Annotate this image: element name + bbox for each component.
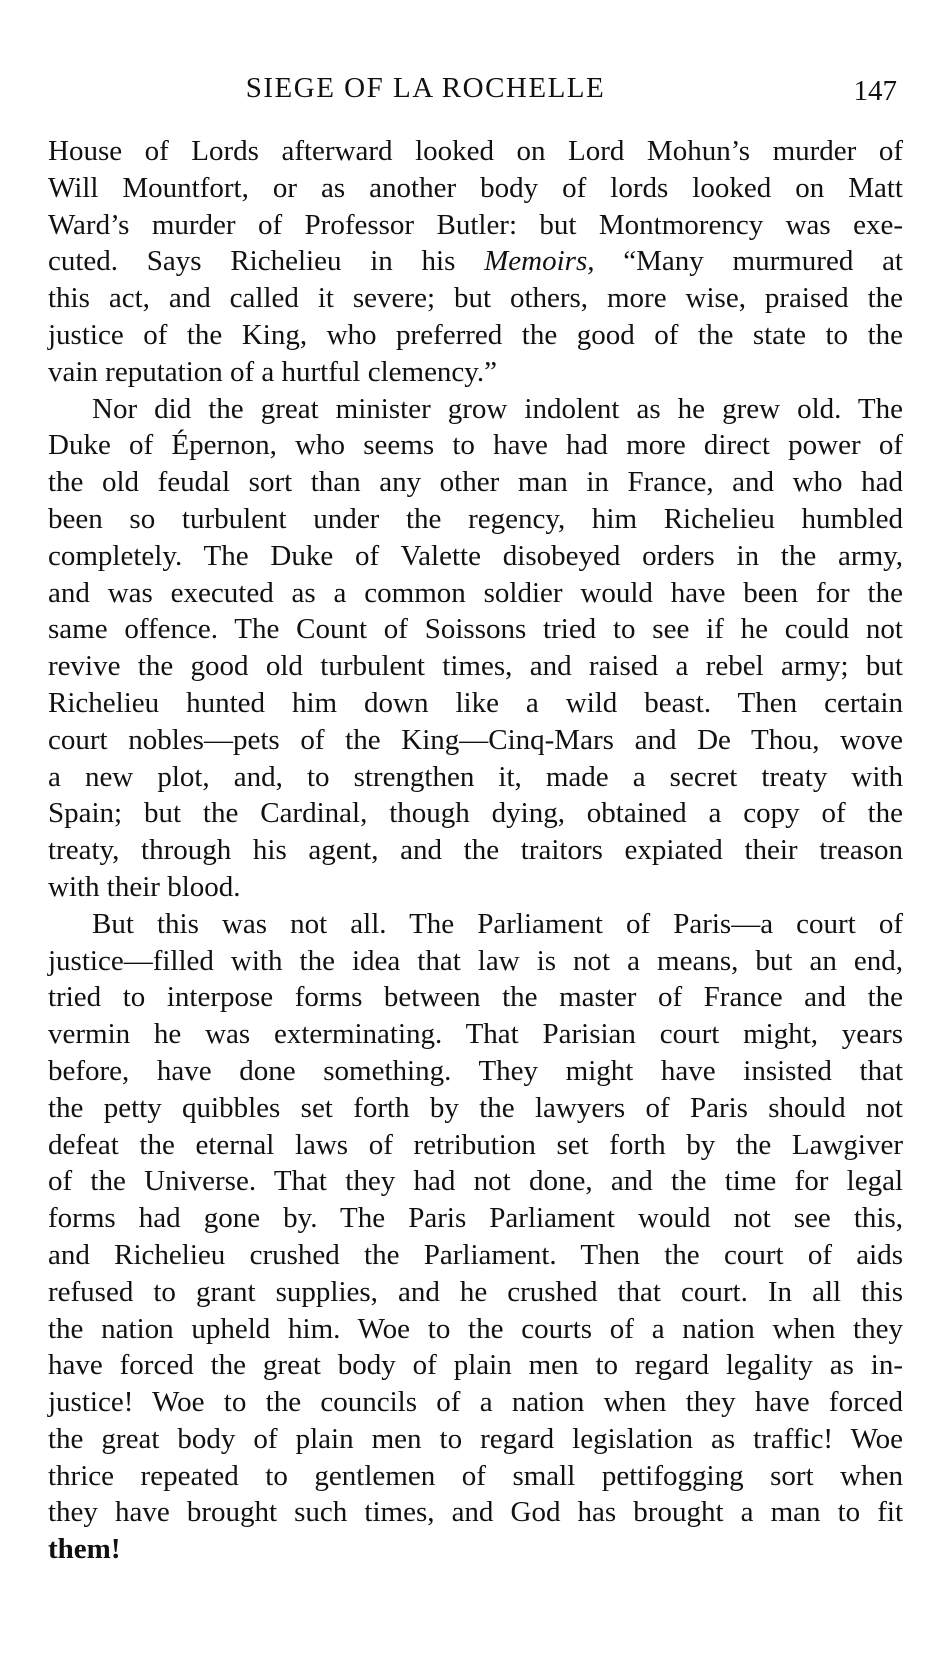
text-line: Duke of Épernon, who seems to have had more direct power of [48, 429, 903, 462]
text-line: they have brought such times, and God has brought a man to fit [48, 1496, 903, 1529]
text-segment: “Many murmured at [594, 245, 903, 278]
text-line: vermin he was exterminating. That Parisian court might, years [48, 1018, 903, 1051]
text-line: this act, and called it severe; but others, more wise, praised the [48, 282, 903, 315]
text-line: thrice repeated to gentlemen of small pettifogging sort when [48, 1459, 903, 1492]
text-line: defeat the eternal laws of retribution set forth by the Lawgiver [48, 1128, 903, 1161]
text-line: justice! Woe to the councils of a nation when they have forced [48, 1386, 903, 1419]
text-line: of the Universe. That they had not done, and the time for legal [48, 1165, 903, 1198]
paragraph-3 [48, 906, 903, 1568]
text-line: forms had gone by. The Paris Parliament would not see this, [48, 1202, 903, 1235]
text-line [48, 243, 903, 280]
text-line: justice of the King, who preferred the good of the state to the [48, 318, 903, 351]
book-title-memoirs: Memoirs, [484, 245, 595, 278]
text-line: revive the good old turbulent times, and raised a rebel army; but [48, 650, 903, 683]
text-line: and Richelieu crushed the Parliament. Then the court of aids [48, 1238, 903, 1271]
text-line: Ward’s murder of Professor Butler: but Montmorency was exe- [48, 208, 903, 241]
text-line: with their blood. [48, 870, 241, 903]
paragraph-1 [48, 133, 903, 391]
text-line: Nor did the great minister grow indolent as he grew old. The [92, 392, 903, 425]
text-line: But this was not all. The Parliament of Paris—a court of [92, 907, 903, 940]
text-line: have forced the great body of plain men to regard legality as in- [48, 1349, 903, 1382]
text-line: the nation upheld him. Woe to the courts of a nation when they [48, 1312, 903, 1345]
text-line: the petty quibbles set forth by the lawyers of Paris should not [48, 1091, 903, 1124]
page-number: 147 [853, 75, 897, 107]
text-line: justice—filled with the idea that law is not a means, but an end, [48, 944, 903, 977]
text-line: and was executed as a common soldier would have been for the [48, 576, 903, 609]
running-title: SIEGE OF LA ROCHELLE [245, 72, 606, 104]
text-line: same offence. The Count of Soissons tried to see if he could not [48, 613, 903, 646]
text-line: tried to interpose forms between the master of France and the [48, 981, 903, 1014]
text-line: the old feudal sort than any other man in France, and who had [48, 466, 903, 499]
text-line: House of Lords afterward looked on Lord Mohun’s murder of [48, 135, 903, 167]
text-line: them! [48, 1533, 121, 1566]
text-line: Spain; but the Cardinal, though dying, obtained a copy of the [48, 797, 903, 830]
text-segment: cuted. Says Richelieu in his [48, 245, 485, 278]
text-line: refused to grant supplies, and he crushed that court. In all this [48, 1275, 903, 1308]
text-line: a new plot, and, to strengthen it, made a secret treaty with [48, 760, 903, 793]
text-line: court nobles—pets of the King—Cinq-Mars and De Thou, wove [48, 723, 903, 756]
running-head [48, 72, 903, 112]
text-line: before, have done something. They might have insisted that [48, 1054, 903, 1087]
text-line: been so turbulent under the regency, him Richelieu humbled [48, 502, 903, 535]
body-text [48, 133, 903, 1568]
text-line: Will Mountfort, or as another body of lords looked on Matt [48, 171, 903, 204]
text-line: treaty, through his agent, and the traitors expiated their treason [48, 834, 903, 867]
paragraph-2 [48, 391, 903, 906]
text-line: vain reputation of a hurtful clemency.” [48, 355, 498, 388]
text-line: Richelieu hunted him down like a wild beast. Then certain [48, 686, 903, 719]
text-line: completely. The Duke of Valette disobeyed orders in the army, [48, 539, 903, 572]
text-line: the great body of plain men to regard legislation as traffic! Woe [48, 1422, 903, 1455]
